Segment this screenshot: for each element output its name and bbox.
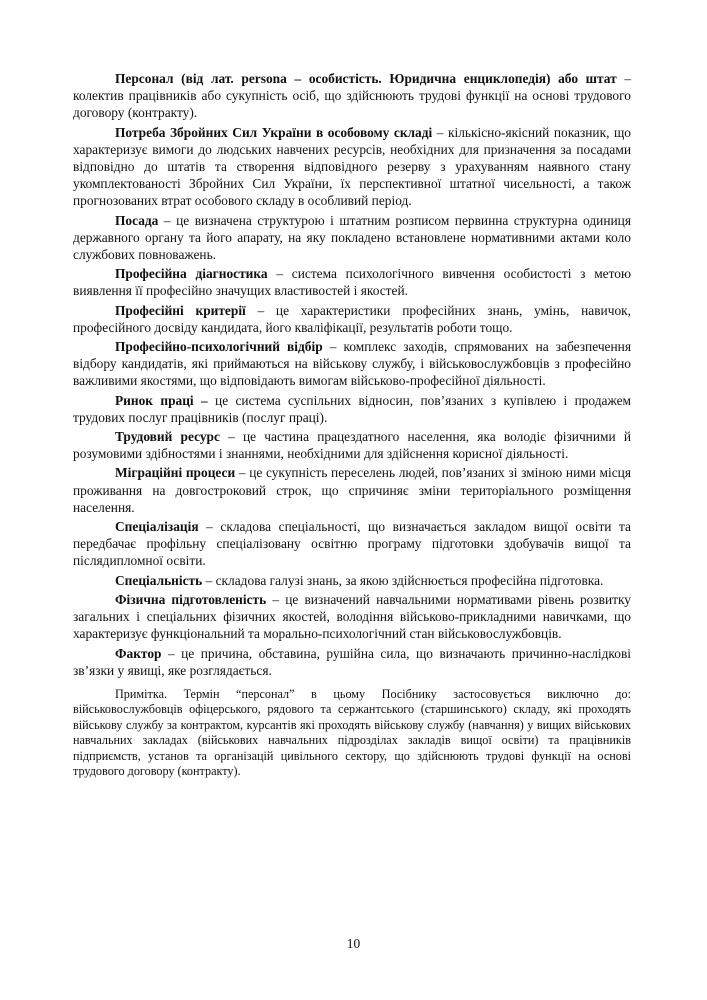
glossary-entry: [73, 392, 631, 426]
entry-term: Фактор: [115, 645, 162, 661]
glossary-entry: [73, 645, 631, 679]
entry-term: Посада: [115, 212, 159, 228]
glossary-entry: [73, 124, 631, 210]
entry-term: Персонал (від лат. persona – особистість. Юридична енциклопедія) або штат: [115, 71, 617, 86]
glossary-entry: [73, 428, 631, 462]
glossary-entry: [73, 338, 631, 390]
entry-term: Професійні критерії: [115, 302, 246, 318]
entry-definition: – це причина, обставина, рушійна сила, що визначають причинно-наслідкові зв’язки у явищі, яке розглядається.: [73, 645, 631, 678]
entry-definition: – це визначена структурою і штатним розписом первинна структурна одиниця державного органу та його апарату, на яку покладено встановлене нормативними актами коло службових повноважень.: [73, 212, 631, 263]
entry-definition: – складова галузі знань, за якою здійснюється професійна підготовка.: [202, 572, 604, 588]
glossary-entry: [73, 572, 631, 589]
entry-term: Потреба Збройних Сил України в особовому складі: [115, 124, 433, 140]
glossary-entry: [73, 302, 631, 336]
entry-term: Трудовий ресурс: [115, 429, 220, 445]
entry-definition: – система психологічного вивчення особистості з метою виявлення її професійно значущих властивостей і якостей.: [73, 266, 631, 299]
entry-definition: – складова спеціальності, що визначається закладом вищої освіти та передбачає профільну спеціалізовану освітню програму підготовки здобувачів вищої та післядипломної освіти.: [73, 519, 631, 569]
glossary-entry: [73, 591, 631, 643]
entry-term: Професійна діагностика: [115, 266, 268, 282]
glossary-entry: [73, 70, 631, 122]
entry-definition: – це визначений навчальними нормативами рівень розвитку загальних і спеціальних фізичних якостей, володіння військово-прикладними навичками, що характеризує функціональний та морально-психологічний стан військовослужбовців.: [73, 591, 632, 642]
glossary-entry: [73, 464, 631, 516]
entry-term: Фізична підготовленість: [115, 591, 267, 607]
footnote-note: Примітка. Термін “персонал” в цьому Посібнику застосовується виключно до: військовослужбовців офіцерського, рядового та сержантського (старшинського) складу, які проходять військову службу за контрактом, курсантів які проходять військову службу (навчання) у вищих військових навчальних закладах (військових навчальних підрозділах закладів вищої освіти) та працівників підприємств, установ та організацій цивільного сектору, що здійснюють трудові функції на основі трудового договору (контракту).: [73, 686, 631, 778]
entry-term: Спеціальність: [115, 572, 203, 588]
entry-term: Ринок праці –: [115, 392, 208, 408]
entry-definition: – кількісно-якісний показник, що характеризує вимоги до людських навчених ресурсів, необхідних для призначення за посадами відповідно до штатів та створення відповідного резерву з урахуванням наявного стану укомплектованості Збройних Сил України, їх перспективної штатної чисельності, а також прогнозованих втрат особового складу в особливий період.: [73, 124, 631, 209]
glossary-entry: [73, 518, 631, 570]
glossary-entries: [73, 70, 631, 679]
entry-term: Спеціалізація: [115, 519, 199, 535]
entry-definition: – це характеристики професійних знань, умінь, навичок, професійного досвіду кандидата, його кваліфікації, результатів роботи тощо.: [73, 302, 631, 335]
document-page: [73, 70, 631, 792]
entry-term: Міграційні процеси: [115, 465, 236, 481]
entry-definition: – колектив працівників або сукупність осіб, що здійснюють трудові функції на основі трудового договору (контракту).: [73, 71, 632, 121]
entry-definition: – це частина працездатного населення, яка володіє фізичними й розумовими здібностями і знаннями, необхідними для здійснення корисної діяльності.: [73, 429, 631, 462]
entry-definition: – це сукупність переселень людей, пов’язаних зі зміною ними місця проживання на довгостроковий строк, що спричиняє зміни територіального розміщення населення.: [73, 465, 631, 515]
entry-definition: – комплекс заходів, спрямованих на забезпечення відбору кандидатів, які приймаються на військову службу, і військовослужбовців з професійно важливими якостями, що відповідають вимогам військово-професійної діяльності.: [73, 339, 631, 389]
page-number: 10: [346, 936, 361, 951]
glossary-entry: [73, 265, 631, 299]
entry-definition: це система суспільних відносин, пов’язаних з купівлею і продажем трудових послуг працівників (послуг праці).: [73, 392, 631, 425]
glossary-entry: [73, 212, 631, 264]
entry-term: Професійно-психологічний відбір: [115, 339, 323, 355]
